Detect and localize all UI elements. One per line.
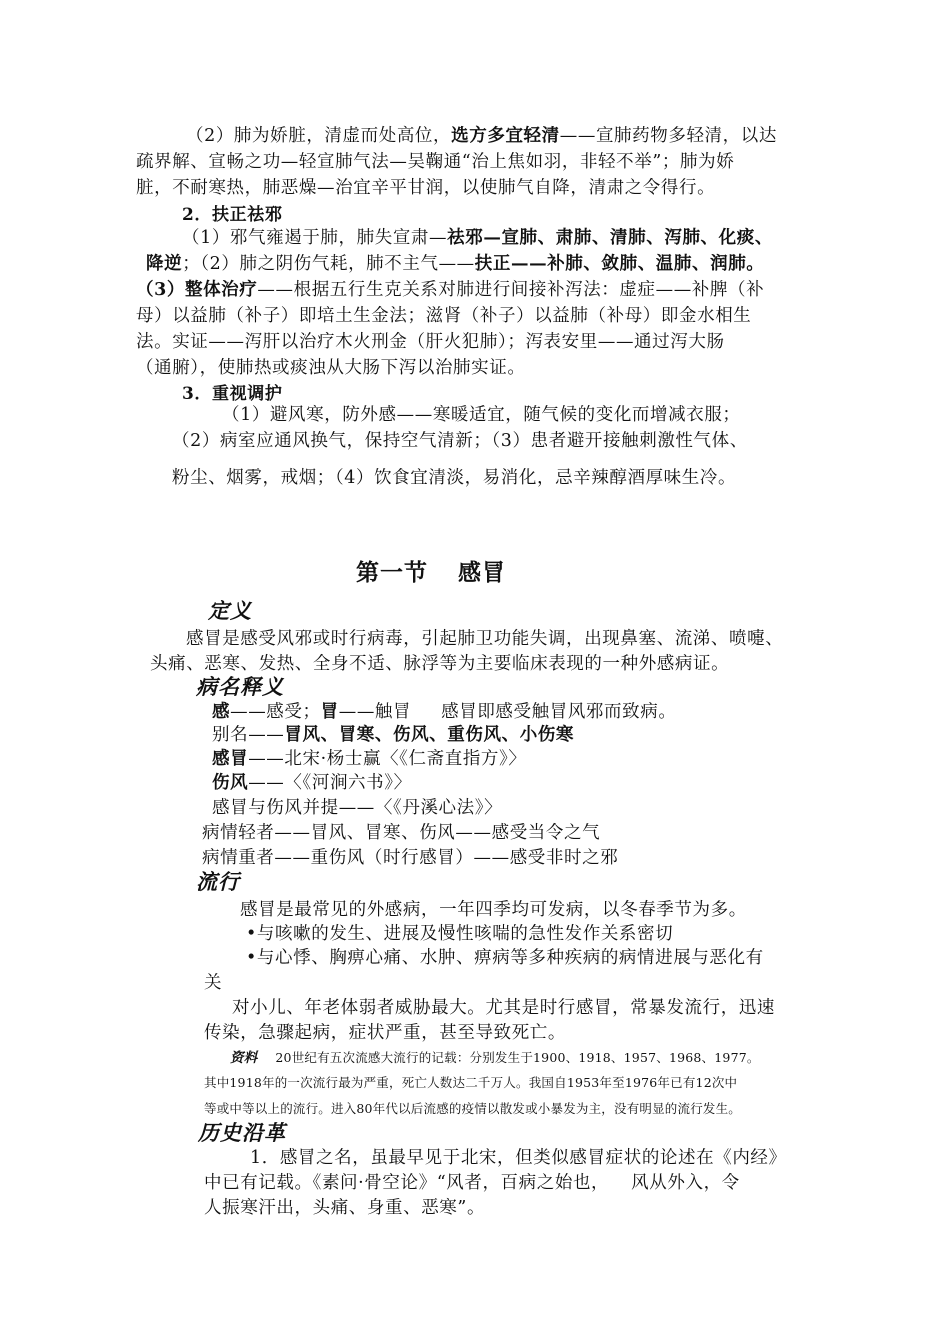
heading-definition: 定义 xyxy=(208,598,252,623)
bullet-line: •与咳嗽的发生、进展及慢性咳喘的急性发作关系密切 xyxy=(246,924,674,944)
subheading-fuzheng-quxie: 2．扶正祛邪 xyxy=(182,205,283,225)
paragraph-line: （通腑），使肺热或痰浊从大肠下泻以治肺实证。 xyxy=(136,358,526,378)
paragraph-line: （2）肺为娇脏，清虚而处高位，选方多宜轻清——宣肺药物多轻清，以达 xyxy=(186,126,777,146)
paragraph-line: 人振寒汗出，头痛、身重、恶寒”。 xyxy=(204,1198,486,1218)
subheading-zhongshi-tiaohu: 3．重视调护 xyxy=(182,384,283,404)
section-title: 第一节 感冒 xyxy=(356,559,506,586)
paragraph-line: 粉尘、烟雾，戒烟；（4）饮食宜清淡，易消化，忌辛辣醇酒厚味生冷。 xyxy=(172,468,737,488)
paragraph-line: 母）以益肺（补子）即培土生金法；滋肾（补子）以益肺（补母）即金水相生 xyxy=(136,306,752,326)
paragraph-line: 头痛、恶寒、发热、全身不适、脉浮等为主要临床表现的一种外感病证。 xyxy=(150,654,730,674)
paragraph-line: （1）避风寒，防外感——寒暖适宜，随气候的变化而增减衣服； xyxy=(222,405,741,425)
name-line: 病情轻者——冒风、冒寒、伤风——感受当令之气 xyxy=(202,823,601,843)
paragraph-line: 中已有记载。《素问·骨空论》“风者，百病之始也， 风从外入，令 xyxy=(204,1173,740,1193)
name-line: 伤风——〈《河涧六书》〉 xyxy=(212,773,412,793)
reference-line: 其中1918年的一次流行最为严重，死亡人数达二千万人。我国自1953年至1976年已有12次中 xyxy=(204,1075,738,1090)
reference-line: 资料 20世纪有五次流感大流行的记载：分别发生于1900、1918、1957、1968、1977。 xyxy=(230,1050,760,1066)
name-line: 感冒与伤风并提——〈《丹溪心法》〉 xyxy=(212,798,503,818)
name-line: 感冒——北宋·杨士赢〈《仁斋直指方》〉 xyxy=(212,749,527,769)
heading-epidemic: 流行 xyxy=(196,869,240,894)
paragraph-line: 关 xyxy=(204,973,223,993)
heading-history: 历史沿革 xyxy=(198,1120,286,1145)
paragraph-line: 法。实证——泻肝以治疗木火刑金（肝火犯肺）；泻表安里——通过泻大肠 xyxy=(136,332,725,352)
paragraph-line: 疏界解、宣畅之功—轻宣肺气法—吴鞠通“治上焦如羽，非轻不举”；肺为娇 xyxy=(136,152,735,172)
paragraph-line: 1．感冒之名，虽最早见于北宋，但类似感冒症状的论述在《内经》 xyxy=(250,1148,787,1168)
name-line: 病情重者——重伤风（时行感冒）——感受非时之邪 xyxy=(202,848,619,868)
heading-name-explanation: 病名释义 xyxy=(196,674,284,699)
bullet-line: •与心悸、胸痹心痛、水肿、痹病等多种疾病的病情进展与恶化有 xyxy=(246,948,764,968)
reference-label: 资料 xyxy=(230,1050,258,1066)
paragraph-line: （1）邪气雍遏于肺，肺失宣肃—祛邪—宣肺、肃肺、清肺、泻肺、化痰、 xyxy=(182,228,773,248)
paragraph-line: 脏，不耐寒热，肺恶燥—治宜辛平甘润，以使肺气自降，清肃之令得行。 xyxy=(136,178,716,198)
paragraph-line: （3）整体治疗——根据五行生克关系对肺进行间接补泻法：虚症——补脾（补 xyxy=(136,280,765,300)
name-line: 别名——冒风、冒寒、伤风、重伤风、小伤寒 xyxy=(212,725,575,745)
paragraph-line: 对小儿、年老体弱者威胁最大。尤其是时行感冒，常暴发流行，迅速 xyxy=(232,998,775,1018)
paragraph-line: （2）病室应通风换气，保持空气清新；（3）患者避开接触刺激性气体、 xyxy=(172,431,748,451)
paragraph-line: 感冒是感受风邪或时行病毒，引起肺卫功能失调，出现鼻塞、流涕、喷嚏、 xyxy=(186,629,784,649)
paragraph-line: 感冒是最常见的外感病，一年四季均可发病，以冬春季节为多。 xyxy=(240,900,747,920)
reference-line: 等或中等以上的流行。进入80年代以后流感的疫情以散发或小暴发为主，没有明显的流行发生。 xyxy=(204,1101,742,1116)
name-line: 感——感受；冒——触冒 感冒即感受触冒风邪而致病。 xyxy=(212,702,677,722)
paragraph-line: 传染，急骤起病，症状严重，甚至导致死亡。 xyxy=(204,1023,566,1043)
paragraph-line: 降逆；（2）肺之阴伤气耗，肺不主气——扶正——补肺、敛肺、温肺、润肺。 xyxy=(146,254,765,274)
